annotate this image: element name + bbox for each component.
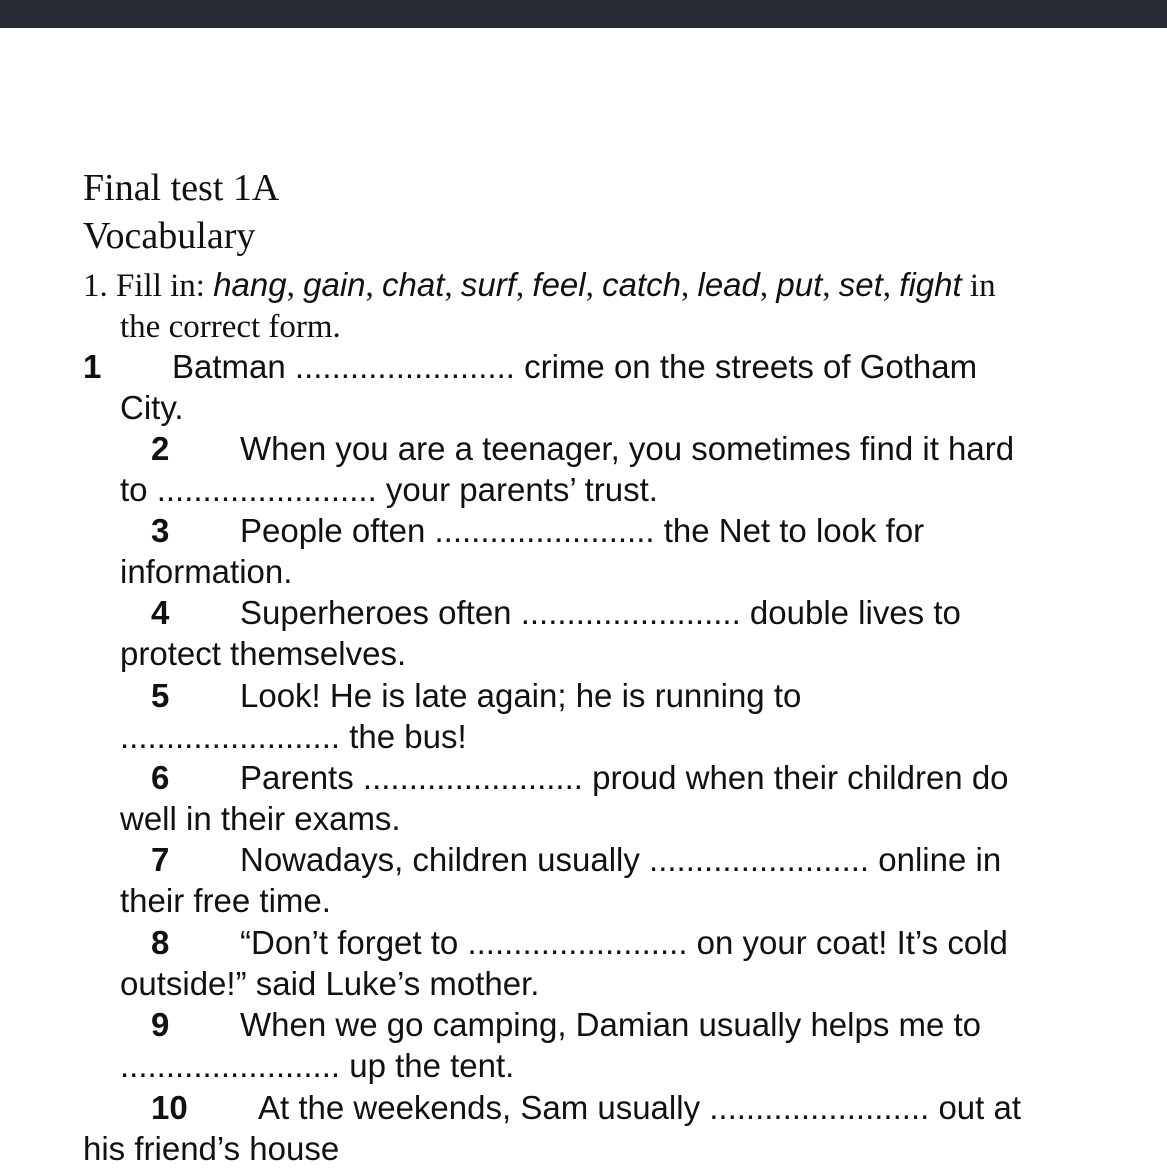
question-text-line-1: Parents ........................ proud when their children do [240, 759, 1009, 796]
question-text-line-2: to ........................ your parents’ trust. [120, 471, 658, 508]
question-text-line-1: At the weekends, Sam usually ........................ out at [258, 1089, 1022, 1126]
word-surf: surf [460, 266, 516, 303]
question-text-line-2: information. [120, 553, 293, 590]
question-text-line-1: Look! He is late again; he is running to [240, 677, 802, 714]
question-number: 2 [151, 430, 170, 467]
question-text-line-2: his friend’s house [83, 1130, 340, 1167]
question-7 [0, 840, 1167, 922]
question-10 [0, 1088, 1167, 1168]
word-lead: lead [697, 266, 760, 303]
question-number: 7 [151, 841, 170, 878]
question-number: 10 [151, 1089, 188, 1126]
question-number: 9 [151, 1006, 170, 1043]
question-text-line-2: ........................ up the tent. [120, 1047, 515, 1084]
instruction-line-1: 1. Fill in: hang, gain, chat, surf, feel, catch, lead, put, set, fight in [83, 266, 996, 304]
question-4 [0, 593, 1167, 675]
question-text-line-2: City. [120, 389, 184, 426]
question-6 [0, 758, 1167, 840]
word-gain: gain [303, 266, 366, 303]
question-text-line-1: When you are a teenager, you sometimes find it hard [240, 430, 1015, 467]
question-text-line-1: People often ........................ the Net to look for [240, 512, 925, 549]
question-3 [0, 511, 1167, 593]
exercise-instructions [83, 264, 1083, 348]
word-feel: feel [532, 266, 586, 303]
question-text-line-2: well in their exams. [120, 800, 401, 837]
question-text-line-1: Batman ........................ crime on the streets of Gotham [172, 348, 978, 385]
question-1 [0, 347, 1167, 429]
document-title: Final test 1A [83, 167, 280, 209]
word-set: set [838, 266, 883, 303]
question-number: 4 [151, 594, 170, 631]
question-8 [0, 923, 1167, 1005]
question-text-line-1: Nowadays, children usually ........................ online in [240, 841, 1002, 878]
word-fight: fight [899, 266, 962, 303]
question-text-line-1: Superheroes often ........................ double lives to [240, 594, 961, 631]
question-number: 5 [151, 677, 170, 714]
word-hang: hang [213, 266, 287, 303]
word-put: put [776, 266, 823, 303]
section-heading: Vocabulary [83, 215, 256, 257]
question-text-line-2: their free time. [120, 882, 331, 919]
question-text-line-1: When we go camping, Damian usually helps me to [240, 1006, 982, 1043]
question-2 [0, 429, 1167, 511]
question-number: 8 [151, 924, 170, 961]
instruction-line-2: the correct form. [120, 309, 341, 345]
question-number: 1 [83, 348, 102, 385]
instruction-suffix: in [961, 268, 996, 304]
question-9 [0, 1005, 1167, 1087]
question-text-line-2: outside!” said Luke’s mother. [120, 965, 540, 1002]
word-catch: catch [602, 266, 681, 303]
question-text-line-2: ........................ the bus! [120, 718, 467, 755]
word-chat: chat [382, 266, 445, 303]
instruction-prefix: 1. Fill in: [83, 268, 214, 304]
question-number: 6 [151, 759, 170, 796]
question-5 [0, 676, 1167, 758]
question-number: 3 [151, 512, 170, 549]
question-text-line-1: “Don’t forget to ........................ on your coat! It’s cold [240, 924, 1008, 961]
question-text-line-2: protect themselves. [120, 635, 407, 672]
